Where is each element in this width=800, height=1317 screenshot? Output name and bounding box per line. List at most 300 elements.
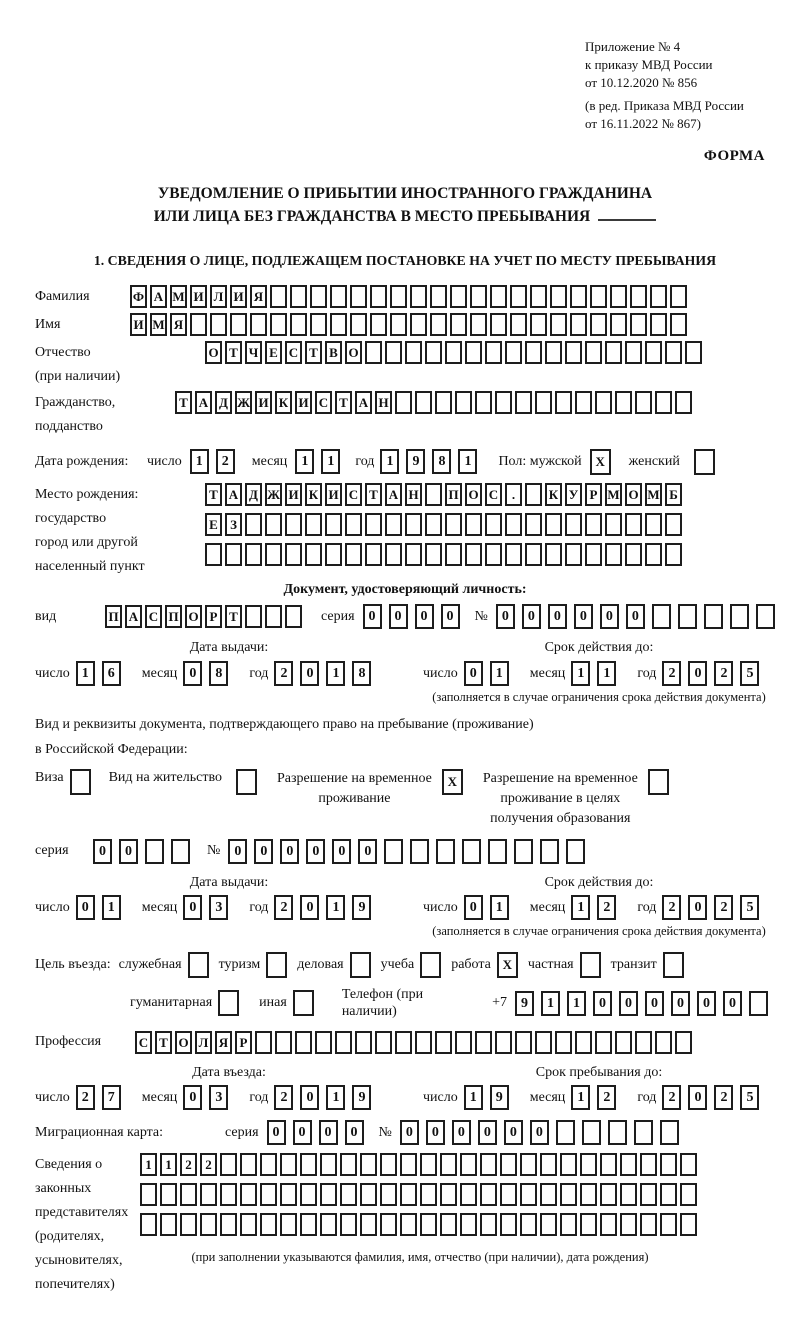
- char-cell[interactable]: [270, 313, 287, 336]
- char-cell[interactable]: [340, 1183, 357, 1206]
- char-cell[interactable]: [530, 313, 547, 336]
- char-cell[interactable]: [650, 313, 667, 336]
- char-cell[interactable]: [410, 839, 429, 864]
- char-cell[interactable]: [655, 1031, 672, 1054]
- char-cell[interactable]: [295, 1031, 312, 1054]
- char-cell[interactable]: [415, 391, 432, 414]
- char-cell[interactable]: [385, 341, 402, 364]
- char-cell[interactable]: [635, 1031, 652, 1054]
- char-cell[interactable]: [520, 1213, 537, 1236]
- char-cell[interactable]: [620, 1183, 637, 1206]
- char-cell[interactable]: [370, 285, 387, 308]
- char-cell[interactable]: [230, 313, 247, 336]
- char-cell[interactable]: [350, 285, 367, 308]
- char-cell[interactable]: Я: [170, 313, 187, 336]
- char-cell[interactable]: 1: [140, 1153, 157, 1176]
- char-cell[interactable]: 0: [478, 1120, 497, 1145]
- char-cell[interactable]: 0: [183, 895, 202, 920]
- char-cell[interactable]: С: [315, 391, 332, 414]
- char-cell[interactable]: Е: [265, 341, 282, 364]
- char-cell[interactable]: 6: [102, 661, 121, 686]
- char-cell[interactable]: [160, 1213, 177, 1236]
- char-cell[interactable]: 0: [619, 991, 638, 1016]
- char-cell[interactable]: [390, 285, 407, 308]
- checkbox-cell[interactable]: [293, 990, 314, 1016]
- char-cell[interactable]: [495, 391, 512, 414]
- char-cell[interactable]: [480, 1153, 497, 1176]
- char-cell[interactable]: [460, 1213, 477, 1236]
- char-cell[interactable]: И: [230, 285, 247, 308]
- char-cell[interactable]: О: [625, 483, 642, 506]
- char-cell[interactable]: А: [225, 483, 242, 506]
- char-cell[interactable]: О: [205, 341, 222, 364]
- char-cell[interactable]: [620, 1213, 637, 1236]
- char-cell[interactable]: [635, 391, 652, 414]
- checkbox-cell[interactable]: [694, 449, 715, 475]
- char-cell[interactable]: [640, 1213, 657, 1236]
- char-cell[interactable]: [360, 1183, 377, 1206]
- char-cell[interactable]: [425, 341, 442, 364]
- char-cell[interactable]: О: [345, 341, 362, 364]
- char-cell[interactable]: [505, 513, 522, 536]
- char-cell[interactable]: 3: [209, 895, 228, 920]
- char-cell[interactable]: [530, 285, 547, 308]
- char-cell[interactable]: 0: [464, 895, 483, 920]
- char-cell[interactable]: [525, 341, 542, 364]
- char-cell[interactable]: 1: [326, 1085, 345, 1110]
- char-cell[interactable]: Р: [235, 1031, 252, 1054]
- char-cell[interactable]: [300, 1213, 317, 1236]
- char-cell[interactable]: 1: [597, 661, 616, 686]
- char-cell[interactable]: [140, 1213, 157, 1236]
- char-cell[interactable]: [630, 313, 647, 336]
- char-cell[interactable]: [395, 1031, 412, 1054]
- char-cell[interactable]: 1: [571, 1085, 590, 1110]
- char-cell[interactable]: [540, 1213, 557, 1236]
- char-cell[interactable]: [420, 1213, 437, 1236]
- char-cell[interactable]: [560, 1213, 577, 1236]
- char-cell[interactable]: [462, 839, 481, 864]
- char-cell[interactable]: [590, 285, 607, 308]
- char-cell[interactable]: [265, 543, 282, 566]
- char-cell[interactable]: [140, 1183, 157, 1206]
- char-cell[interactable]: 0: [671, 991, 690, 1016]
- char-cell[interactable]: [675, 391, 692, 414]
- char-cell[interactable]: [225, 543, 242, 566]
- char-cell[interactable]: [200, 1183, 217, 1206]
- char-cell[interactable]: [488, 839, 507, 864]
- char-cell[interactable]: Т: [305, 341, 322, 364]
- char-cell[interactable]: [585, 341, 602, 364]
- checkbox-cell[interactable]: X: [590, 449, 611, 475]
- char-cell[interactable]: [675, 1031, 692, 1054]
- char-cell[interactable]: М: [150, 313, 167, 336]
- char-cell[interactable]: [665, 341, 682, 364]
- char-cell[interactable]: Т: [175, 391, 192, 414]
- char-cell[interactable]: 0: [504, 1120, 523, 1145]
- char-cell[interactable]: [595, 391, 612, 414]
- char-cell[interactable]: Н: [375, 391, 392, 414]
- char-cell[interactable]: [245, 543, 262, 566]
- char-cell[interactable]: К: [305, 483, 322, 506]
- char-cell[interactable]: [560, 1183, 577, 1206]
- char-cell[interactable]: [220, 1153, 237, 1176]
- char-cell[interactable]: [660, 1183, 677, 1206]
- char-cell[interactable]: Р: [205, 605, 222, 628]
- char-cell[interactable]: 0: [697, 991, 716, 1016]
- char-cell[interactable]: А: [385, 483, 402, 506]
- char-cell[interactable]: [280, 1183, 297, 1206]
- char-cell[interactable]: Ч: [245, 341, 262, 364]
- char-cell[interactable]: С: [485, 483, 502, 506]
- char-cell[interactable]: [415, 1031, 432, 1054]
- char-cell[interactable]: Т: [225, 341, 242, 364]
- char-cell[interactable]: [535, 391, 552, 414]
- char-cell[interactable]: [605, 513, 622, 536]
- char-cell[interactable]: [560, 1153, 577, 1176]
- char-cell[interactable]: [460, 1183, 477, 1206]
- char-cell[interactable]: 2: [274, 895, 293, 920]
- char-cell[interactable]: [500, 1213, 517, 1236]
- checkbox-cell[interactable]: [188, 952, 209, 978]
- char-cell[interactable]: [255, 1031, 272, 1054]
- char-cell[interactable]: [652, 604, 671, 629]
- char-cell[interactable]: [310, 313, 327, 336]
- char-cell[interactable]: 0: [452, 1120, 471, 1145]
- char-cell[interactable]: [670, 285, 687, 308]
- char-cell[interactable]: 0: [688, 661, 707, 686]
- char-cell[interactable]: [395, 391, 412, 414]
- char-cell[interactable]: [535, 1031, 552, 1054]
- char-cell[interactable]: 1: [190, 449, 209, 474]
- char-cell[interactable]: [680, 1183, 697, 1206]
- char-cell[interactable]: [240, 1183, 257, 1206]
- char-cell[interactable]: 2: [662, 661, 681, 686]
- char-cell[interactable]: Ж: [265, 483, 282, 506]
- char-cell[interactable]: [566, 839, 585, 864]
- char-cell[interactable]: 9: [352, 895, 371, 920]
- char-cell[interactable]: [450, 285, 467, 308]
- char-cell[interactable]: [240, 1153, 257, 1176]
- char-cell[interactable]: 0: [300, 1085, 319, 1110]
- char-cell[interactable]: [200, 1213, 217, 1236]
- char-cell[interactable]: [625, 543, 642, 566]
- char-cell[interactable]: П: [445, 483, 462, 506]
- char-cell[interactable]: 0: [645, 991, 664, 1016]
- char-cell[interactable]: 2: [714, 895, 733, 920]
- char-cell[interactable]: С: [285, 341, 302, 364]
- checkbox-cell[interactable]: [236, 769, 257, 795]
- char-cell[interactable]: [540, 1153, 557, 1176]
- char-cell[interactable]: С: [145, 605, 162, 628]
- char-cell[interactable]: 0: [574, 604, 593, 629]
- char-cell[interactable]: 1: [490, 895, 509, 920]
- char-cell[interactable]: [436, 839, 455, 864]
- char-cell[interactable]: П: [105, 605, 122, 628]
- char-cell[interactable]: [665, 543, 682, 566]
- char-cell[interactable]: [440, 1183, 457, 1206]
- char-cell[interactable]: [475, 391, 492, 414]
- char-cell[interactable]: [360, 1213, 377, 1236]
- char-cell[interactable]: [335, 1031, 352, 1054]
- char-cell[interactable]: 1: [458, 449, 477, 474]
- char-cell[interactable]: [610, 313, 627, 336]
- char-cell[interactable]: [550, 313, 567, 336]
- char-cell[interactable]: [582, 1120, 601, 1145]
- char-cell[interactable]: Т: [335, 391, 352, 414]
- char-cell[interactable]: [660, 1213, 677, 1236]
- char-cell[interactable]: [305, 543, 322, 566]
- char-cell[interactable]: [405, 341, 422, 364]
- char-cell[interactable]: [425, 513, 442, 536]
- char-cell[interactable]: [365, 341, 382, 364]
- char-cell[interactable]: [555, 391, 572, 414]
- char-cell[interactable]: [180, 1183, 197, 1206]
- char-cell[interactable]: [315, 1031, 332, 1054]
- char-cell[interactable]: 0: [254, 839, 273, 864]
- char-cell[interactable]: 2: [180, 1153, 197, 1176]
- char-cell[interactable]: [345, 513, 362, 536]
- char-cell[interactable]: [420, 1183, 437, 1206]
- checkbox-cell[interactable]: [420, 952, 441, 978]
- char-cell[interactable]: [275, 1031, 292, 1054]
- char-cell[interactable]: 0: [400, 1120, 419, 1145]
- char-cell[interactable]: 1: [295, 449, 314, 474]
- char-cell[interactable]: 0: [522, 604, 541, 629]
- char-cell[interactable]: К: [275, 391, 292, 414]
- char-cell[interactable]: [330, 313, 347, 336]
- char-cell[interactable]: [480, 1213, 497, 1236]
- char-cell[interactable]: [550, 285, 567, 308]
- char-cell[interactable]: [600, 1153, 617, 1176]
- char-cell[interactable]: [300, 1153, 317, 1176]
- char-cell[interactable]: 0: [389, 604, 408, 629]
- char-cell[interactable]: [470, 313, 487, 336]
- char-cell[interactable]: 1: [321, 449, 340, 474]
- char-cell[interactable]: 0: [688, 895, 707, 920]
- char-cell[interactable]: [405, 543, 422, 566]
- char-cell[interactable]: [320, 1183, 337, 1206]
- char-cell[interactable]: 0: [464, 661, 483, 686]
- char-cell[interactable]: [645, 341, 662, 364]
- char-cell[interactable]: 0: [530, 1120, 549, 1145]
- char-cell[interactable]: [749, 991, 768, 1016]
- char-cell[interactable]: [345, 543, 362, 566]
- char-cell[interactable]: [670, 313, 687, 336]
- char-cell[interactable]: [756, 604, 775, 629]
- checkbox-cell[interactable]: [218, 990, 239, 1016]
- char-cell[interactable]: [665, 513, 682, 536]
- char-cell[interactable]: [615, 391, 632, 414]
- char-cell[interactable]: 2: [714, 1085, 733, 1110]
- char-cell[interactable]: [505, 543, 522, 566]
- char-cell[interactable]: [285, 605, 302, 628]
- char-cell[interactable]: [180, 1213, 197, 1236]
- char-cell[interactable]: [330, 285, 347, 308]
- char-cell[interactable]: [460, 1153, 477, 1176]
- char-cell[interactable]: 2: [200, 1153, 217, 1176]
- char-cell[interactable]: [490, 285, 507, 308]
- char-cell[interactable]: [325, 513, 342, 536]
- char-cell[interactable]: [360, 1153, 377, 1176]
- char-cell[interactable]: 1: [567, 991, 586, 1016]
- char-cell[interactable]: Т: [205, 483, 222, 506]
- char-cell[interactable]: 2: [216, 449, 235, 474]
- char-cell[interactable]: 8: [209, 661, 228, 686]
- char-cell[interactable]: Д: [245, 483, 262, 506]
- char-cell[interactable]: [585, 513, 602, 536]
- char-cell[interactable]: 2: [662, 895, 681, 920]
- checkbox-cell[interactable]: [70, 769, 91, 795]
- char-cell[interactable]: [565, 341, 582, 364]
- char-cell[interactable]: [485, 341, 502, 364]
- char-cell[interactable]: [265, 605, 282, 628]
- char-cell[interactable]: [605, 543, 622, 566]
- char-cell[interactable]: [515, 391, 532, 414]
- char-cell[interactable]: Ф: [130, 285, 147, 308]
- char-cell[interactable]: 0: [600, 604, 619, 629]
- char-cell[interactable]: [325, 543, 342, 566]
- char-cell[interactable]: [470, 285, 487, 308]
- char-cell[interactable]: О: [465, 483, 482, 506]
- char-cell[interactable]: М: [605, 483, 622, 506]
- char-cell[interactable]: [320, 1153, 337, 1176]
- char-cell[interactable]: Е: [205, 513, 222, 536]
- char-cell[interactable]: [500, 1153, 517, 1176]
- char-cell[interactable]: [145, 839, 164, 864]
- char-cell[interactable]: [495, 1031, 512, 1054]
- char-cell[interactable]: [645, 543, 662, 566]
- char-cell[interactable]: [565, 513, 582, 536]
- char-cell[interactable]: [475, 1031, 492, 1054]
- char-cell[interactable]: [600, 1183, 617, 1206]
- char-cell[interactable]: [380, 1183, 397, 1206]
- checkbox-cell[interactable]: X: [442, 769, 463, 795]
- char-cell[interactable]: [485, 513, 502, 536]
- char-cell[interactable]: [445, 513, 462, 536]
- char-cell[interactable]: [220, 1183, 237, 1206]
- char-cell[interactable]: [290, 285, 307, 308]
- char-cell[interactable]: [525, 483, 542, 506]
- char-cell[interactable]: 8: [432, 449, 451, 474]
- char-cell[interactable]: И: [190, 285, 207, 308]
- char-cell[interactable]: Р: [585, 483, 602, 506]
- char-cell[interactable]: [645, 513, 662, 536]
- char-cell[interactable]: А: [150, 285, 167, 308]
- char-cell[interactable]: [655, 391, 672, 414]
- char-cell[interactable]: [575, 1031, 592, 1054]
- char-cell[interactable]: [250, 313, 267, 336]
- char-cell[interactable]: 0: [76, 895, 95, 920]
- char-cell[interactable]: 2: [597, 895, 616, 920]
- char-cell[interactable]: [575, 391, 592, 414]
- char-cell[interactable]: [340, 1213, 357, 1236]
- char-cell[interactable]: [545, 543, 562, 566]
- char-cell[interactable]: [595, 1031, 612, 1054]
- char-cell[interactable]: 0: [228, 839, 247, 864]
- char-cell[interactable]: Т: [365, 483, 382, 506]
- char-cell[interactable]: [400, 1183, 417, 1206]
- char-cell[interactable]: [290, 313, 307, 336]
- char-cell[interactable]: [570, 313, 587, 336]
- char-cell[interactable]: [600, 1213, 617, 1236]
- char-cell[interactable]: [570, 285, 587, 308]
- char-cell[interactable]: [430, 285, 447, 308]
- char-cell[interactable]: [245, 513, 262, 536]
- char-cell[interactable]: 0: [345, 1120, 364, 1145]
- char-cell[interactable]: [400, 1153, 417, 1176]
- char-cell[interactable]: 0: [626, 604, 645, 629]
- char-cell[interactable]: [510, 285, 527, 308]
- char-cell[interactable]: 0: [593, 991, 612, 1016]
- char-cell[interactable]: [685, 341, 702, 364]
- char-cell[interactable]: П: [165, 605, 182, 628]
- char-cell[interactable]: [605, 341, 622, 364]
- char-cell[interactable]: 1: [326, 661, 345, 686]
- char-cell[interactable]: [310, 285, 327, 308]
- char-cell[interactable]: [440, 1153, 457, 1176]
- char-cell[interactable]: 1: [380, 449, 399, 474]
- char-cell[interactable]: [640, 1153, 657, 1176]
- char-cell[interactable]: 1: [102, 895, 121, 920]
- char-cell[interactable]: [678, 604, 697, 629]
- char-cell[interactable]: [630, 285, 647, 308]
- char-cell[interactable]: И: [325, 483, 342, 506]
- char-cell[interactable]: 0: [332, 839, 351, 864]
- char-cell[interactable]: Я: [250, 285, 267, 308]
- char-cell[interactable]: [540, 1183, 557, 1206]
- char-cell[interactable]: [680, 1213, 697, 1236]
- char-cell[interactable]: [455, 1031, 472, 1054]
- char-cell[interactable]: [365, 543, 382, 566]
- char-cell[interactable]: [260, 1183, 277, 1206]
- char-cell[interactable]: 0: [293, 1120, 312, 1145]
- char-cell[interactable]: 0: [119, 839, 138, 864]
- char-cell[interactable]: 2: [274, 661, 293, 686]
- char-cell[interactable]: [425, 543, 442, 566]
- char-cell[interactable]: [545, 513, 562, 536]
- char-cell[interactable]: А: [125, 605, 142, 628]
- char-cell[interactable]: 3: [209, 1085, 228, 1110]
- char-cell[interactable]: [285, 543, 302, 566]
- char-cell[interactable]: [610, 285, 627, 308]
- char-cell[interactable]: [450, 313, 467, 336]
- char-cell[interactable]: [365, 513, 382, 536]
- char-cell[interactable]: 1: [76, 661, 95, 686]
- char-cell[interactable]: [210, 313, 227, 336]
- char-cell[interactable]: О: [175, 1031, 192, 1054]
- char-cell[interactable]: 2: [274, 1085, 293, 1110]
- char-cell[interactable]: [514, 839, 533, 864]
- char-cell[interactable]: [525, 513, 542, 536]
- char-cell[interactable]: [545, 341, 562, 364]
- char-cell[interactable]: [585, 543, 602, 566]
- char-cell[interactable]: 5: [740, 895, 759, 920]
- char-cell[interactable]: Я: [215, 1031, 232, 1054]
- char-cell[interactable]: [171, 839, 190, 864]
- char-cell[interactable]: Н: [405, 483, 422, 506]
- char-cell[interactable]: 0: [363, 604, 382, 629]
- char-cell[interactable]: [340, 1153, 357, 1176]
- char-cell[interactable]: Л: [210, 285, 227, 308]
- checkbox-cell[interactable]: [266, 952, 287, 978]
- char-cell[interactable]: [556, 1120, 575, 1145]
- char-cell[interactable]: 0: [300, 895, 319, 920]
- char-cell[interactable]: [455, 391, 472, 414]
- char-cell[interactable]: [240, 1213, 257, 1236]
- char-cell[interactable]: 0: [441, 604, 460, 629]
- char-cell[interactable]: А: [355, 391, 372, 414]
